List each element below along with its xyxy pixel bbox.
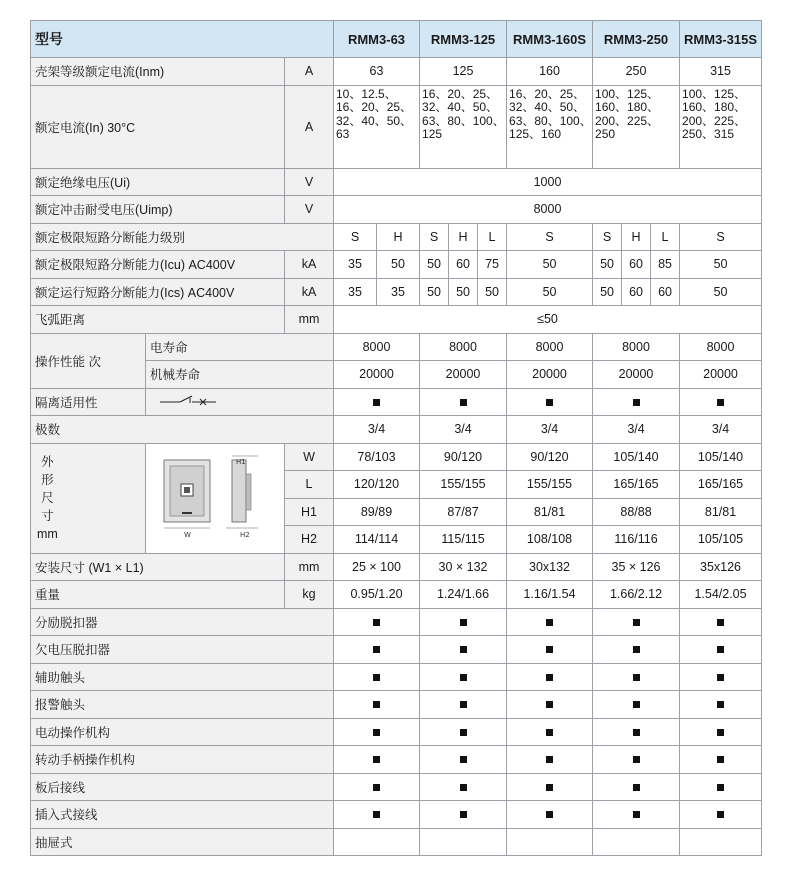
table-row <box>31 223 762 251</box>
available-marker <box>334 663 420 691</box>
row-label: 额定极限短路分断能力(Icu) AC400V <box>31 251 285 279</box>
cell-value: 50 <box>680 251 762 279</box>
accessory-label: 板后接线 <box>31 773 334 801</box>
cell-value: S <box>507 223 593 251</box>
square-bullet-icon <box>717 729 724 736</box>
square-bullet-icon <box>373 646 380 653</box>
sub-row-label: 机械寿命 <box>146 361 334 389</box>
table-row <box>31 333 762 361</box>
available-marker <box>334 636 420 664</box>
accessory-row <box>31 691 762 719</box>
square-bullet-icon <box>373 729 380 736</box>
cell-value: 8000 <box>334 196 762 224</box>
row-unit: mm <box>285 306 334 334</box>
cell-value: 81/81 <box>507 498 593 526</box>
accessory-row <box>31 718 762 746</box>
cell-value: L <box>651 223 680 251</box>
cell-value: 10、12.5、16、20、25、32、40、50、63 <box>334 85 420 168</box>
cell-value: H <box>377 223 420 251</box>
cell-value: S <box>593 223 622 251</box>
cell-value: 315 <box>680 58 762 86</box>
cell-value: 81/81 <box>680 498 762 526</box>
available-marker <box>593 773 680 801</box>
available-marker <box>593 801 680 829</box>
square-bullet-icon <box>717 674 724 681</box>
sub-row-label: 电寿命 <box>146 333 334 361</box>
cell-value: 60 <box>651 278 680 306</box>
square-bullet-icon <box>633 701 640 708</box>
cell-value: 160 <box>507 58 593 86</box>
row-label: 隔离适用性 <box>31 388 146 416</box>
available-marker <box>420 663 507 691</box>
row-unit: mm <box>285 553 334 581</box>
row-label: 飞弧距离 <box>31 306 285 334</box>
table-row <box>31 58 762 86</box>
square-bullet-icon <box>717 646 724 653</box>
cell-value: 114/114 <box>334 526 420 554</box>
available-marker <box>507 388 593 416</box>
cell-value: 60 <box>449 251 478 279</box>
available-marker <box>680 828 762 856</box>
isolator-symbol-icon <box>160 394 224 406</box>
cell-value: 90/120 <box>420 443 507 471</box>
spec-table <box>30 20 762 856</box>
row-label: 额定极限短路分断能力级别 <box>31 223 334 251</box>
cell-value: 8000 <box>420 333 507 361</box>
cell-value: 125 <box>420 58 507 86</box>
cell-value: 120/120 <box>334 471 420 499</box>
cell-value: 35x126 <box>680 553 762 581</box>
model-header: RMM3-315S <box>680 21 762 58</box>
square-bullet-icon <box>717 399 724 406</box>
cell-value: 20000 <box>420 361 507 389</box>
available-marker <box>593 388 680 416</box>
dimension-drawing-cell <box>146 443 285 553</box>
accessory-row <box>31 746 762 774</box>
cell-value: 16、20、25、32、40、50、63、80、100、125、160 <box>507 85 593 168</box>
cell-value: 63 <box>334 58 420 86</box>
available-marker <box>420 388 507 416</box>
cell-value: 3/4 <box>680 416 762 444</box>
available-marker <box>507 636 593 664</box>
accessory-label: 电动操作机构 <box>31 718 334 746</box>
available-marker <box>593 746 680 774</box>
cell-value: S <box>680 223 762 251</box>
cell-value: 16、20、25、32、40、50、63、80、100、125 <box>420 85 507 168</box>
square-bullet-icon <box>546 674 553 681</box>
square-bullet-icon <box>633 674 640 681</box>
available-marker <box>680 801 762 829</box>
square-bullet-icon <box>373 784 380 791</box>
cell-value: 115/115 <box>420 526 507 554</box>
available-marker <box>680 388 762 416</box>
accessory-row <box>31 828 762 856</box>
cell-value: 105/105 <box>680 526 762 554</box>
square-bullet-icon <box>460 811 467 818</box>
cell-value: 250 <box>593 58 680 86</box>
available-marker <box>593 608 680 636</box>
cell-value: 60 <box>622 278 651 306</box>
square-bullet-icon <box>546 811 553 818</box>
row-unit: A <box>285 85 334 168</box>
accessory-label: 抽屉式 <box>31 828 334 856</box>
cell-value: 50 <box>377 251 420 279</box>
square-bullet-icon <box>460 619 467 626</box>
square-bullet-icon <box>373 674 380 681</box>
available-marker <box>507 773 593 801</box>
dimension-name: L <box>285 471 334 499</box>
dimension-name: H1 <box>285 498 334 526</box>
available-marker <box>334 801 420 829</box>
square-bullet-icon <box>546 646 553 653</box>
available-marker <box>507 663 593 691</box>
cell-value: 1.54/2.05 <box>680 581 762 609</box>
table-row <box>31 553 762 581</box>
cell-value: 50 <box>420 251 449 279</box>
accessory-label: 辅助触头 <box>31 663 334 691</box>
cell-value: 50 <box>507 278 593 306</box>
available-marker <box>420 636 507 664</box>
row-label: 额定绝缘电压(Ui) <box>31 168 285 196</box>
square-bullet-icon <box>460 674 467 681</box>
square-bullet-icon <box>633 646 640 653</box>
dimension-name: H2 <box>285 526 334 554</box>
table-row <box>31 306 762 334</box>
cell-value: 89/89 <box>334 498 420 526</box>
square-bullet-icon <box>460 701 467 708</box>
table-row <box>31 581 762 609</box>
cell-value: 108/108 <box>507 526 593 554</box>
cell-value: 3/4 <box>593 416 680 444</box>
cell-value: 155/155 <box>507 471 593 499</box>
square-bullet-icon <box>373 811 380 818</box>
row-unit: V <box>285 168 334 196</box>
dimension-name: W <box>285 443 334 471</box>
cell-value: 165/165 <box>680 471 762 499</box>
square-bullet-icon <box>460 729 467 736</box>
accessory-row <box>31 801 762 829</box>
dimensions-label: 外 形 尺 寸 mm <box>31 443 146 553</box>
model-header: RMM3-125 <box>420 21 507 58</box>
cell-value: 8000 <box>680 333 762 361</box>
row-unit: A <box>285 58 334 86</box>
accessory-label: 转动手柄操作机构 <box>31 746 334 774</box>
model-header: RMM3-250 <box>593 21 680 58</box>
available-marker <box>420 773 507 801</box>
cell-value: 30x132 <box>507 553 593 581</box>
cell-value: S <box>420 223 449 251</box>
cell-value: 105/140 <box>593 443 680 471</box>
available-marker <box>334 608 420 636</box>
square-bullet-icon <box>460 646 467 653</box>
cell-value: 20000 <box>593 361 680 389</box>
square-bullet-icon <box>546 784 553 791</box>
available-marker <box>507 691 593 719</box>
available-marker <box>420 801 507 829</box>
cell-value: 35 <box>334 278 377 306</box>
cell-value: 105/140 <box>680 443 762 471</box>
available-marker <box>680 608 762 636</box>
square-bullet-icon <box>633 784 640 791</box>
row-label: 极数 <box>31 416 334 444</box>
square-bullet-icon <box>633 399 640 406</box>
table-row <box>31 388 762 416</box>
square-bullet-icon <box>373 756 380 763</box>
square-bullet-icon <box>546 756 553 763</box>
cell-value: 20000 <box>334 361 420 389</box>
cell-value: 100、125、160、180、200、225、250、315 <box>680 85 762 168</box>
accessory-row <box>31 608 762 636</box>
accessory-label: 插入式接线 <box>31 801 334 829</box>
cell-value: 0.95/1.20 <box>334 581 420 609</box>
row-unit: kg <box>285 581 334 609</box>
available-marker <box>420 746 507 774</box>
cell-value: 3/4 <box>420 416 507 444</box>
row-label: 重量 <box>31 581 285 609</box>
available-marker <box>420 691 507 719</box>
model-header: RMM3-160S <box>507 21 593 58</box>
available-marker <box>334 828 420 856</box>
cell-value: 35 <box>377 278 420 306</box>
row-label: 安装尺寸 (W1 × L1) <box>31 553 285 581</box>
accessory-row <box>31 663 762 691</box>
available-marker <box>593 691 680 719</box>
table-row <box>31 251 762 279</box>
model-header-label: 型号 <box>31 21 334 58</box>
breaker-outline-drawing <box>160 454 270 542</box>
square-bullet-icon <box>546 619 553 626</box>
cell-value: 155/155 <box>420 471 507 499</box>
table-row <box>31 416 762 444</box>
cell-value: 100、125、160、180、200、225、250 <box>593 85 680 168</box>
cell-value: 88/88 <box>593 498 680 526</box>
square-bullet-icon <box>546 399 553 406</box>
row-unit: V <box>285 196 334 224</box>
available-marker <box>680 746 762 774</box>
cell-value: 85 <box>651 251 680 279</box>
square-bullet-icon <box>373 399 380 406</box>
cell-value: 90/120 <box>507 443 593 471</box>
cell-value: 50 <box>507 251 593 279</box>
square-bullet-icon <box>546 729 553 736</box>
accessory-row <box>31 773 762 801</box>
cell-value: 75 <box>478 251 507 279</box>
cell-value: 50 <box>449 278 478 306</box>
available-marker <box>507 746 593 774</box>
square-bullet-icon <box>717 756 724 763</box>
available-marker <box>680 718 762 746</box>
square-bullet-icon <box>717 701 724 708</box>
available-marker <box>507 718 593 746</box>
row-label: 额定冲击耐受电压(Uimp) <box>31 196 285 224</box>
square-bullet-icon <box>546 701 553 708</box>
available-marker <box>680 663 762 691</box>
cell-value: 1.16/1.54 <box>507 581 593 609</box>
svg-text:W: W <box>184 531 191 539</box>
svg-text:H2: H2 <box>240 531 250 539</box>
row-unit: kA <box>285 251 334 279</box>
cell-value: 1000 <box>334 168 762 196</box>
square-bullet-icon <box>633 811 640 818</box>
square-bullet-icon <box>373 701 380 708</box>
available-marker <box>420 828 507 856</box>
cell-value: 3/4 <box>334 416 420 444</box>
available-marker <box>420 718 507 746</box>
cell-value: 116/116 <box>593 526 680 554</box>
cell-value: 8000 <box>593 333 680 361</box>
table-row <box>31 85 762 168</box>
cell-value: 50 <box>420 278 449 306</box>
table-row <box>31 196 762 224</box>
available-marker <box>593 718 680 746</box>
square-bullet-icon <box>717 811 724 818</box>
square-bullet-icon <box>717 784 724 791</box>
cell-value: 3/4 <box>507 416 593 444</box>
cell-value: 60 <box>622 251 651 279</box>
accessory-label: 报警触头 <box>31 691 334 719</box>
available-marker <box>334 718 420 746</box>
cell-value: H <box>622 223 651 251</box>
available-marker <box>593 828 680 856</box>
cell-value: 50 <box>680 278 762 306</box>
available-marker <box>334 773 420 801</box>
square-bullet-icon <box>460 399 467 406</box>
table-row <box>31 443 762 471</box>
accessory-label: 欠电压脱扣器 <box>31 636 334 664</box>
cell-value: H <box>449 223 478 251</box>
row-label: 额定电流(In) 30°C <box>31 85 285 168</box>
accessory-rows <box>31 608 762 856</box>
square-bullet-icon <box>633 619 640 626</box>
model-header: RMM3-63 <box>334 21 420 58</box>
available-marker <box>507 608 593 636</box>
cell-value: 20000 <box>507 361 593 389</box>
table-row <box>31 278 762 306</box>
available-marker <box>334 746 420 774</box>
accessory-label: 分励脱扣器 <box>31 608 334 636</box>
accessory-row <box>31 636 762 664</box>
isolator-symbol-cell <box>146 388 334 416</box>
available-marker <box>593 636 680 664</box>
cell-value: ≤50 <box>334 306 762 334</box>
row-label: 操作性能 次 <box>31 333 146 388</box>
square-bullet-icon <box>717 619 724 626</box>
available-marker <box>507 801 593 829</box>
available-marker <box>680 636 762 664</box>
square-bullet-icon <box>633 729 640 736</box>
available-marker <box>334 388 420 416</box>
table-row <box>31 168 762 196</box>
cell-value: 50 <box>478 278 507 306</box>
cell-value: 8000 <box>507 333 593 361</box>
cell-value: 78/103 <box>334 443 420 471</box>
cell-value: L <box>478 223 507 251</box>
available-marker <box>507 828 593 856</box>
cell-value: 35 × 126 <box>593 553 680 581</box>
cell-value: 165/165 <box>593 471 680 499</box>
available-marker <box>593 663 680 691</box>
square-bullet-icon <box>460 784 467 791</box>
available-marker <box>334 691 420 719</box>
header-row <box>31 21 762 58</box>
cell-value: 8000 <box>334 333 420 361</box>
cell-value: 50 <box>593 278 622 306</box>
cell-value: 20000 <box>680 361 762 389</box>
square-bullet-icon <box>373 619 380 626</box>
cell-value: 1.24/1.66 <box>420 581 507 609</box>
cell-value: 25 × 100 <box>334 553 420 581</box>
row-label: 壳架等级额定电流(Inm) <box>31 58 285 86</box>
row-label: 额定运行短路分断能力(Ics) AC400V <box>31 278 285 306</box>
available-marker <box>680 691 762 719</box>
available-marker <box>420 608 507 636</box>
available-marker <box>680 773 762 801</box>
cell-value: 35 <box>334 251 377 279</box>
square-bullet-icon <box>460 756 467 763</box>
cell-value: S <box>334 223 377 251</box>
cell-value: 1.66/2.12 <box>593 581 680 609</box>
cell-value: 30 × 132 <box>420 553 507 581</box>
svg-text:H1: H1 <box>236 458 246 466</box>
square-bullet-icon <box>633 756 640 763</box>
cell-value: 87/87 <box>420 498 507 526</box>
row-unit: kA <box>285 278 334 306</box>
cell-value: 50 <box>593 251 622 279</box>
